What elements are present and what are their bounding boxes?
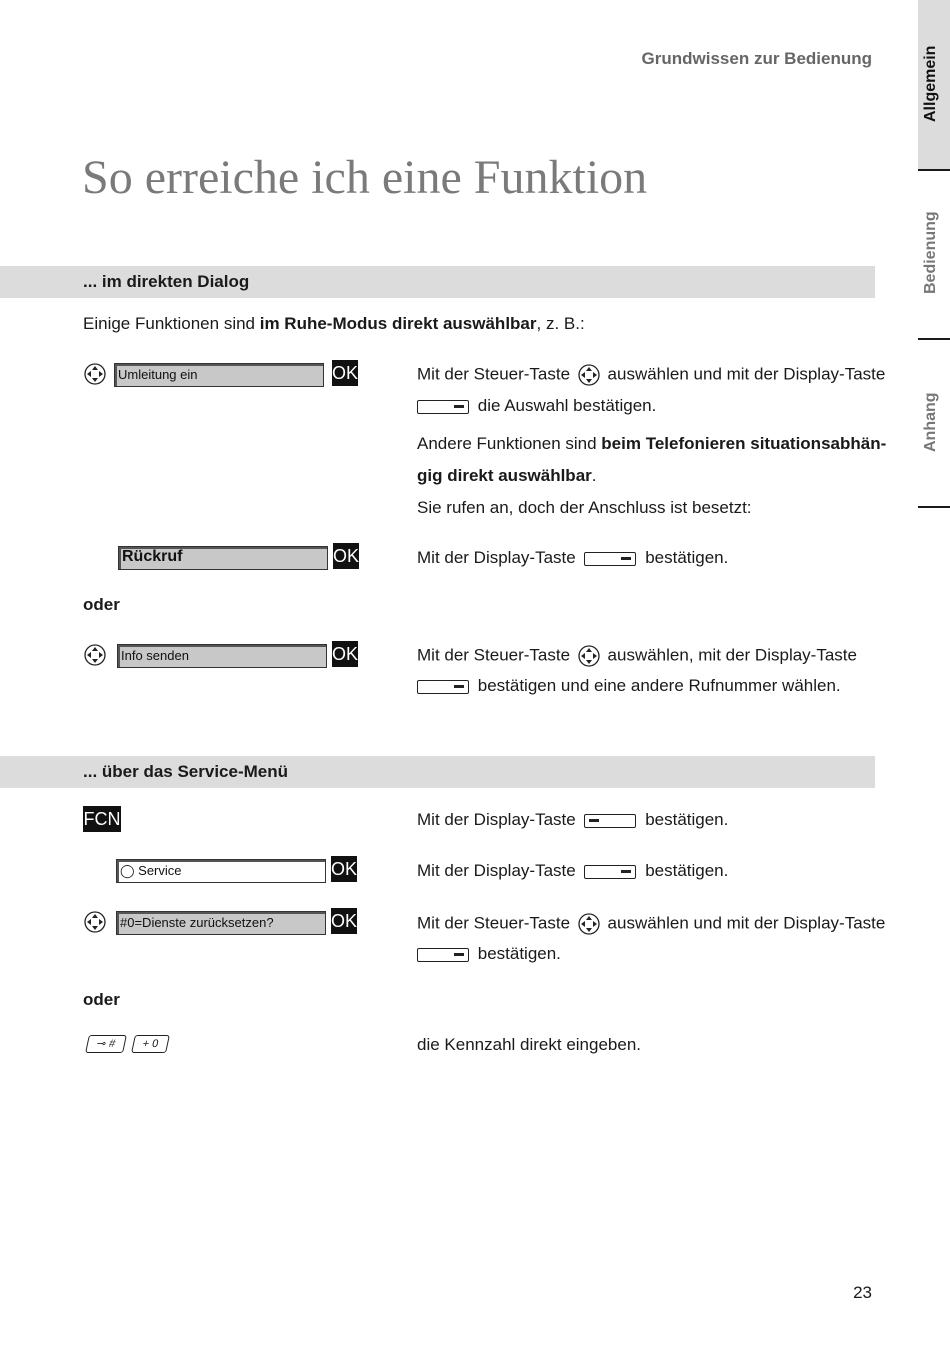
text-bold: gig direkt auswählbar xyxy=(417,466,592,485)
instruction-text xyxy=(417,548,728,568)
text-part: Mit der Steuer-Taste xyxy=(417,364,571,384)
instruction-text xyxy=(413,396,656,416)
sidebar-tabs xyxy=(918,0,950,520)
fcn-key[interactable]: FCN xyxy=(83,806,121,832)
running-header: Grundwissen zur Bedienung xyxy=(641,49,872,68)
ok-button[interactable]: OK xyxy=(331,856,357,882)
zero-key[interactable]: + 0 xyxy=(131,1035,170,1053)
text-part: Mit der Steuer-Taste xyxy=(417,913,571,933)
display-text: ◯ Service xyxy=(120,863,182,878)
ok-button[interactable]: OK xyxy=(332,360,358,386)
intro-pre: Einige Funktionen sind xyxy=(83,314,260,333)
tab-divider xyxy=(918,169,950,171)
tab-divider xyxy=(918,506,950,508)
text-part: bestätigen. xyxy=(645,861,729,880)
instruction-text xyxy=(417,645,857,667)
display-key-icon xyxy=(584,552,636,566)
tab-divider xyxy=(918,338,950,340)
section-heading-band xyxy=(0,756,875,788)
display-key-icon xyxy=(417,680,469,694)
intro-text xyxy=(83,314,585,334)
display-text: #0=Dienste zurücksetzen? xyxy=(120,915,274,930)
display-field xyxy=(117,644,327,668)
oder-label: oder xyxy=(83,595,120,614)
nav-key-icon xyxy=(578,364,600,386)
text-part: auswählen, mit der Display-Taste xyxy=(607,645,857,665)
display-text: Info senden xyxy=(121,648,189,663)
instruction-text xyxy=(417,364,885,386)
instruction-text xyxy=(417,434,886,454)
text-part: Mit der Display-Taste xyxy=(417,810,576,829)
display-field xyxy=(116,911,326,935)
instruction-text: Sie rufen an, doch der Anschluss ist besetzt: xyxy=(417,498,752,517)
instruction-text xyxy=(413,676,841,696)
nav-key-icon xyxy=(84,644,106,666)
text-part: Andere Funktionen sind xyxy=(417,434,602,453)
text-part: bestätigen. xyxy=(477,944,561,963)
tab-allgemein[interactable]: Allgemein xyxy=(922,45,939,122)
nav-key-icon xyxy=(84,911,106,933)
display-key-icon xyxy=(584,865,636,879)
text-part: Mit der Display-Taste xyxy=(417,548,576,567)
page-number: 23 xyxy=(853,1283,872,1302)
hash-key[interactable]: ⊸ # xyxy=(85,1035,127,1053)
tab-anhang[interactable]: Anhang xyxy=(922,392,939,452)
section-heading: ... im direkten Dialog xyxy=(83,272,250,291)
instruction-text: die Kennzahl direkt eingeben. xyxy=(417,1035,641,1054)
display-field xyxy=(118,546,328,570)
nav-key-icon xyxy=(578,645,600,667)
text-part: auswählen und mit der Display-Taste xyxy=(607,364,886,384)
display-field xyxy=(114,363,324,387)
text-part: . xyxy=(591,466,597,485)
display-key-icon xyxy=(417,948,469,962)
intro-post: , z. B.: xyxy=(536,314,585,333)
text-bold: beim Telefonieren situationsabhän- xyxy=(601,434,887,453)
tab-bedienung[interactable]: Bedienung xyxy=(922,211,939,294)
instruction-text xyxy=(417,466,597,486)
text-part: bestätigen. xyxy=(645,548,729,567)
text-part: Mit der Steuer-Taste xyxy=(417,645,571,665)
nav-key-icon xyxy=(84,363,106,385)
display-text: Rückruf xyxy=(122,548,183,565)
oder-label: oder xyxy=(83,990,120,1009)
instruction-text xyxy=(417,810,728,830)
page-title: So erreiche ich eine Funktion xyxy=(82,151,648,204)
ok-button[interactable]: OK xyxy=(332,641,358,667)
text-part: die Auswahl bestätigen. xyxy=(477,396,657,415)
instruction-text xyxy=(417,913,885,935)
instruction-text xyxy=(417,861,728,881)
display-text: Umleitung ein xyxy=(118,367,198,382)
display-key-left-icon xyxy=(584,814,636,828)
text-part: bestätigen. xyxy=(645,810,729,829)
text-part: bestätigen und eine andere Rufnummer wählen. xyxy=(477,676,841,695)
section-heading-band xyxy=(0,266,875,298)
ok-button[interactable]: OK xyxy=(331,908,357,934)
display-field xyxy=(116,859,326,883)
display-key-icon xyxy=(417,400,469,414)
text-part: auswählen und mit der Display-Taste xyxy=(607,913,886,933)
ok-button[interactable]: OK xyxy=(333,543,359,569)
intro-bold: im Ruhe-Modus direkt auswählbar xyxy=(259,314,537,333)
nav-key-icon xyxy=(578,913,600,935)
text-part: Mit der Display-Taste xyxy=(417,861,576,880)
section-heading: ... über das Service-Menü xyxy=(83,762,289,781)
instruction-text xyxy=(413,944,561,964)
